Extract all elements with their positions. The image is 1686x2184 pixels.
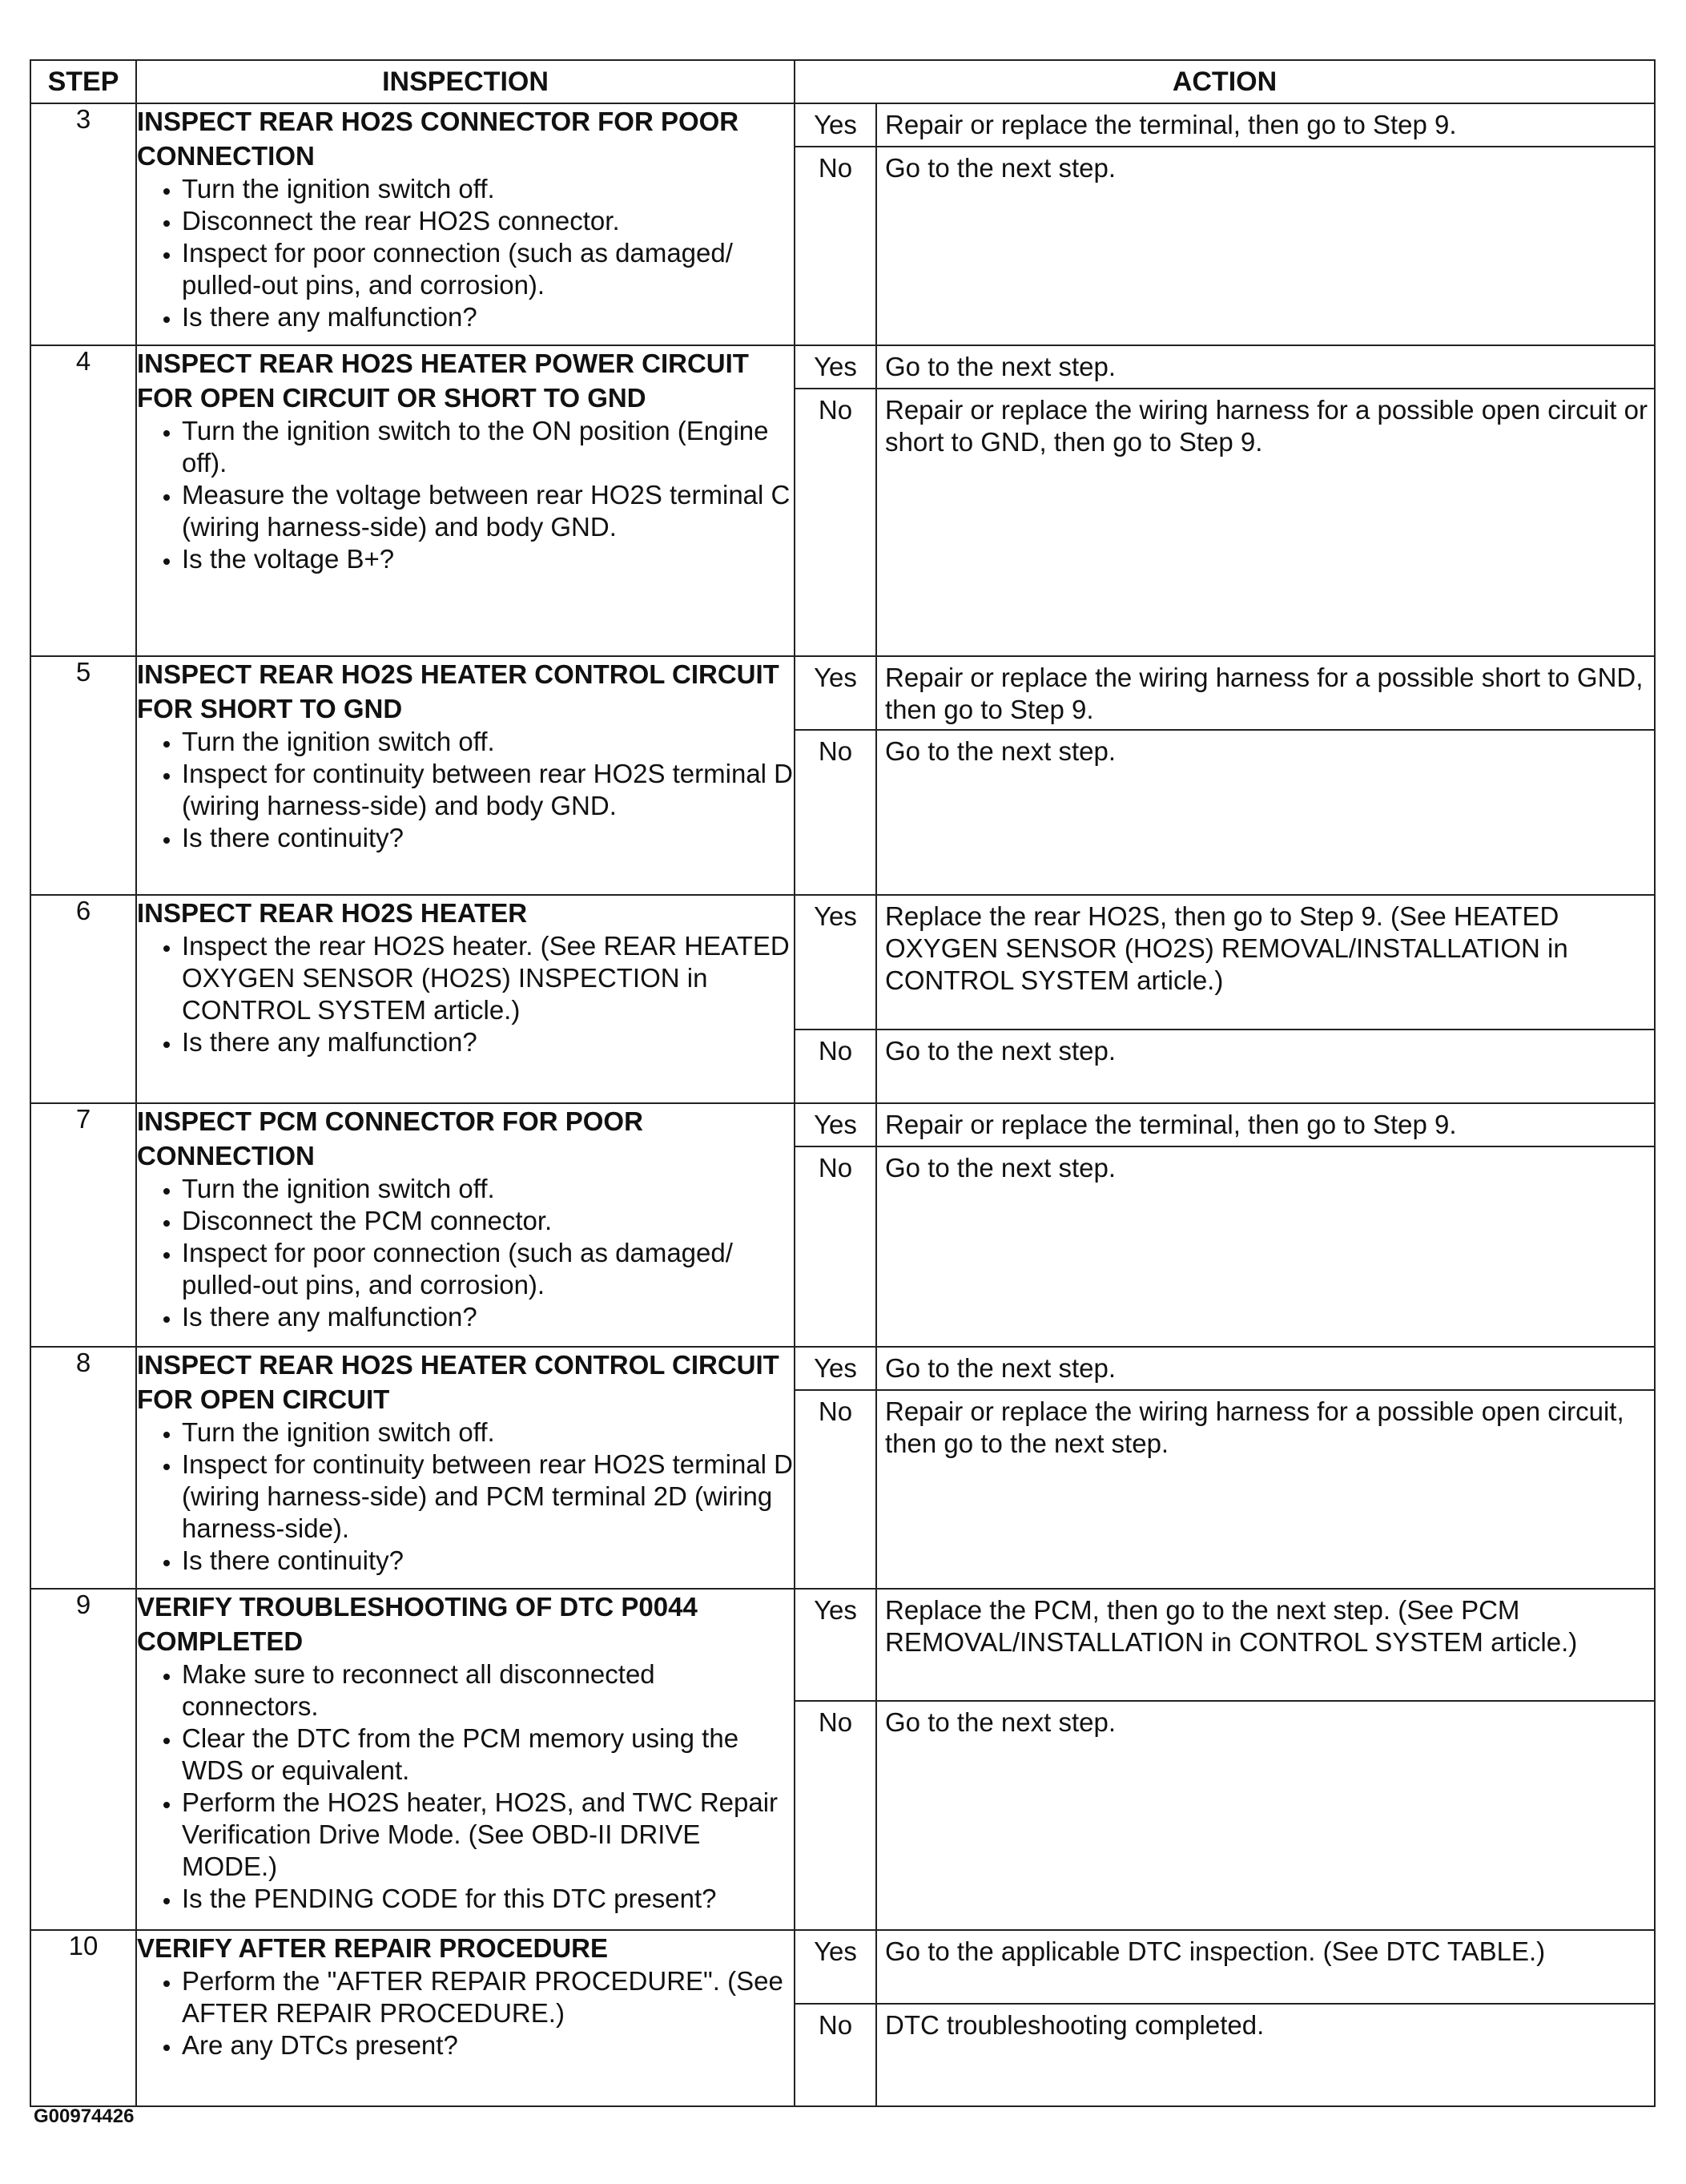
inspection-bullet: • Turn the ignition switch off.	[182, 726, 794, 758]
inspection-bullet: • Inspect for poor connection (such as damaged/ pulled-out pins, and corrosion).	[182, 237, 794, 301]
answer-label: No	[795, 1030, 877, 1102]
inspection-bullet: • Is there any malfunction?	[182, 1301, 794, 1333]
action-text: Go to the next step.	[885, 1153, 1117, 1183]
step-number: 6	[30, 895, 136, 1103]
inspection-bullet: • Is there any malfunction?	[182, 301, 794, 333]
table-row	[30, 1589, 1655, 1930]
table-row	[30, 895, 1655, 1103]
action-text: DTC troubleshooting completed.	[885, 2010, 1265, 2040]
troubleshooting-table	[30, 59, 1656, 2107]
action-text: Go to the next step.	[885, 736, 1117, 766]
step-number: 10	[30, 1930, 136, 2106]
answer-label: Yes	[795, 1104, 877, 1146]
action-row	[795, 1348, 1654, 1389]
inspection-cell	[136, 1347, 795, 1589]
inspection-bullet: • Perform the "AFTER REPAIR PROCEDURE". (See AFTER REPAIR PROCEDURE.)	[182, 1965, 794, 2029]
step-number: 3	[30, 103, 136, 345]
action-row	[795, 146, 1654, 345]
answer-label: Yes	[795, 104, 877, 146]
action-cell	[795, 895, 1655, 1103]
figure-code: G00974426	[34, 2105, 135, 2127]
step-number: 9	[30, 1589, 136, 1930]
answer-label: Yes	[795, 896, 877, 1029]
inspection-bullets	[137, 415, 794, 575]
inspection-bullets	[137, 930, 794, 1058]
answer-label: No	[795, 1702, 877, 1929]
inspection-title: INSPECT REAR HO2S CONNECTOR FOR POOR CONNECTION	[137, 107, 739, 171]
answer-label: No	[795, 1147, 877, 1346]
inspection-bullet: • Turn the ignition switch off.	[182, 1173, 794, 1205]
action-row	[795, 657, 1654, 729]
step-number: 8	[30, 1347, 136, 1589]
inspection-title: INSPECT PCM CONNECTOR FOR POOR CONNECTION	[137, 1106, 643, 1171]
action-row	[795, 1029, 1654, 1102]
step-number: 4	[30, 345, 136, 656]
answer-label: Yes	[795, 1590, 877, 1700]
inspection-bullet: • Turn the ignition switch off.	[182, 1416, 794, 1449]
inspection-bullet: • Turn the ignition switch off.	[182, 173, 794, 205]
answer-label: Yes	[795, 1348, 877, 1389]
inspection-bullet: • Inspect for continuity between rear HO2S terminal D (wiring harness-side) and PCM terminal 2D (wiring harness-side).	[182, 1449, 794, 1545]
inspection-bullets	[137, 1658, 794, 1915]
inspection-title: INSPECT REAR HO2S HEATER POWER CIRCUIT FOR OPEN CIRCUIT OR SHORT TO GND	[137, 349, 749, 413]
inspection-cell	[136, 1930, 795, 2106]
inspection-bullets	[137, 726, 794, 854]
action-cell	[795, 103, 1655, 345]
inspection-bullet: • Is the PENDING CODE for this DTC present?	[182, 1883, 794, 1915]
action-text: Go to the next step.	[885, 1707, 1117, 1737]
inspection-cell	[136, 1589, 795, 1930]
inspection-bullet: • Is there continuity?	[182, 822, 794, 854]
action-text: Repair or replace the wiring harness for a possible open circuit or short to GND, then go to Step 9.	[885, 395, 1648, 457]
answer-label: Yes	[795, 657, 877, 729]
inspection-bullet: • Are any DTCs present?	[182, 2029, 794, 2061]
action-row	[795, 896, 1654, 1029]
table-row	[30, 1103, 1655, 1347]
action-row	[795, 1590, 1654, 1700]
inspection-title: VERIFY AFTER REPAIR PROCEDURE	[137, 1933, 608, 1963]
table-row	[30, 1347, 1655, 1589]
action-text: Replace the PCM, then go to the next step. (See PCM REMOVAL/INSTALLATION in CONTROL SYSTEM article.)	[885, 1595, 1578, 1657]
step-number: 7	[30, 1103, 136, 1347]
answer-label: No	[795, 1391, 877, 1588]
action-text: Repair or replace the wiring harness for a possible short to GND, then go to Step 9.	[885, 663, 1644, 724]
inspection-bullet: • Inspect for continuity between rear HO2S terminal D (wiring harness-side) and body GND.	[182, 758, 794, 822]
header-row	[30, 60, 1655, 103]
action-header: ACTION	[795, 60, 1655, 103]
inspection-cell	[136, 895, 795, 1103]
action-text: Replace the rear HO2S, then go to Step 9. (See HEATED OXYGEN SENSOR (HO2S) REMOVAL/INSTALLATION in CONTROL SYSTEM article.)	[885, 901, 1568, 995]
answer-label: No	[795, 389, 877, 655]
step-header: STEP	[30, 60, 136, 103]
action-row	[795, 1104, 1654, 1146]
action-row	[795, 729, 1654, 894]
action-row	[795, 346, 1654, 388]
inspection-bullet: • Clear the DTC from the PCM memory using the WDS or equivalent.	[182, 1723, 794, 1787]
action-text: Go to the applicable DTC inspection. (See DTC TABLE.)	[885, 1936, 1546, 1966]
inspection-bullet: • Inspect for poor connection (such as damaged/ pulled-out pins, and corrosion).	[182, 1237, 794, 1301]
table-row	[30, 1930, 1655, 2106]
action-row	[795, 1146, 1654, 1346]
inspection-cell	[136, 345, 795, 656]
inspection-cell	[136, 656, 795, 895]
action-text: Repair or replace the terminal, then go to Step 9.	[885, 1110, 1457, 1139]
step-number: 5	[30, 656, 136, 895]
action-cell	[795, 1103, 1655, 1347]
answer-label: Yes	[795, 346, 877, 388]
action-row	[795, 2003, 1654, 2105]
inspection-bullet: • Disconnect the rear HO2S connector.	[182, 205, 794, 237]
action-cell	[795, 1930, 1655, 2106]
inspection-bullets	[137, 173, 794, 333]
inspection-bullets	[137, 1965, 794, 2061]
table-row	[30, 103, 1655, 345]
table-row	[30, 656, 1655, 895]
inspection-bullet: • Is there any malfunction?	[182, 1026, 794, 1058]
inspection-bullet: • Inspect the rear HO2S heater. (See REAR HEATED OXYGEN SENSOR (HO2S) INSPECTION in CONTROL SYSTEM article.)	[182, 930, 794, 1026]
action-row	[795, 388, 1654, 655]
action-row	[795, 1389, 1654, 1588]
action-text: Go to the next step.	[885, 1036, 1117, 1066]
inspection-bullet: • Turn the ignition switch to the ON position (Engine off).	[182, 415, 794, 479]
answer-label: No	[795, 731, 877, 894]
inspection-bullet: • Perform the HO2S heater, HO2S, and TWC Repair Verification Drive Mode. (See OBD-II DRIVE MODE.)	[182, 1787, 794, 1883]
inspection-title: VERIFY TROUBLESHOOTING OF DTC P0044 COMPLETED	[137, 1592, 698, 1656]
action-text: Repair or replace the terminal, then go to Step 9.	[885, 110, 1457, 139]
action-text: Go to the next step.	[885, 352, 1117, 381]
inspection-bullet: • Make sure to reconnect all disconnected connectors.	[182, 1658, 794, 1723]
inspection-bullet: • Is there continuity?	[182, 1545, 794, 1577]
inspection-bullets	[137, 1173, 794, 1333]
inspection-title: INSPECT REAR HO2S HEATER CONTROL CIRCUIT FOR SHORT TO GND	[137, 659, 779, 723]
table-row	[30, 345, 1655, 656]
inspection-title: INSPECT REAR HO2S HEATER CONTROL CIRCUIT FOR OPEN CIRCUIT	[137, 1350, 779, 1414]
action-text: Go to the next step.	[885, 153, 1117, 183]
action-cell	[795, 345, 1655, 656]
action-cell	[795, 656, 1655, 895]
inspection-bullet: • Measure the voltage between rear HO2S terminal C (wiring harness-side) and body GND.	[182, 479, 794, 543]
inspection-bullet: • Disconnect the PCM connector.	[182, 1205, 794, 1237]
answer-label: No	[795, 2005, 877, 2105]
answer-label: No	[795, 147, 877, 345]
action-row	[795, 1700, 1654, 1929]
action-row	[795, 104, 1654, 146]
action-cell	[795, 1347, 1655, 1589]
action-text: Go to the next step.	[885, 1353, 1117, 1383]
inspection-bullets	[137, 1416, 794, 1577]
inspection-bullet: • Is the voltage B+?	[182, 543, 794, 575]
action-cell	[795, 1589, 1655, 1930]
inspection-cell	[136, 1103, 795, 1347]
inspection-header: INSPECTION	[136, 60, 795, 103]
answer-label: Yes	[795, 1931, 877, 2003]
action-text: Repair or replace the wiring harness for a possible open circuit, then go to the next step.	[885, 1396, 1624, 1458]
inspection-title: INSPECT REAR HO2S HEATER	[137, 898, 528, 928]
action-row	[795, 1931, 1654, 2003]
inspection-cell	[136, 103, 795, 345]
